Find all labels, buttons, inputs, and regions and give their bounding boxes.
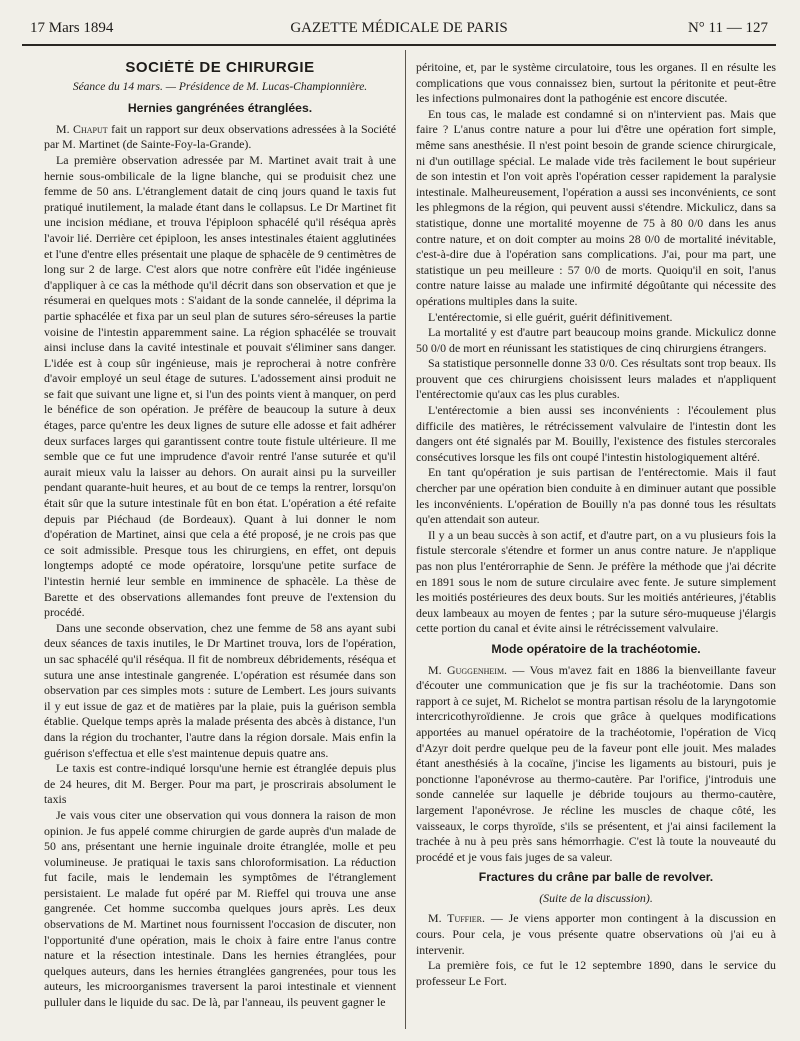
suite-note: (Suite de la discussion). [539, 890, 653, 905]
speaker-name: M. Chaput [56, 121, 108, 136]
paragraph-text: — Vous m'avez fait en 1886 la bienveillante faveur d'écouter une communication que je fis sur la trachéotomie. Dans son rapport à ce sujet, M. Richelot se montra partisan résolu de la laryngotomie intercricothyroïdienne. Je crois que grâce à quelques modifications apportées au manuel opératoire de la trachéotomie, l'opération de Vicq d'Azyr doit perdre quelque peu de la faveur pont elle jouit. Mes malades étant anesthésiés à la cocaïne, j'incise les ligaments au bistouri, puis je ponctionne l'aponévrose au thermo-cautère. Par l'orifice, j'introduis une sonde cannelée sur laquelle je débride toujours au thermo-cautère, largement l'aponévrose. Je récline les muscles de chaque côté, les vaisseaux, le corps thyroïde, s'ils se présentent, et j'ai ainsi facilement la trachée à nu à peu près sans hémorrhagie. C'est là toute la nouveauté du procédé et je vous fais juges de sa valeur. [416, 662, 776, 864]
article-title-hernies: Hernies gangrénées étranglées. [127, 101, 313, 116]
paragraph: La première observation adressée par M. Martinet avait trait à une hernie sous-ombilicale de la ligne blanche, qui se produisit chez une femme de 50 ans. L'étranglement datait de cinq jours quand le taxis fut pratiqué inutilement, la malade étant dans le collapsus. Le Dr Martinet fit une incision médiane, et trouva l'épiploon sphacélé qu'il réséqua après l'avoir lié. Derrière cet épiploon, les anses intestinales étaient agglutinées et l'une d'entre elles présentait une plaque de sphacèle de 9 centimètres de long sur 2 de large. C'est alors que notre confrère eût l'idée ingénieuse d'appliquer à ce cas la méthode qu'il décrit dans son observation et que je résumerai en quelques mots : S'aidant de la sonde cannelée, il déprima la partie sphacélée et fixa par un seul plan de sutures séro-séreuses la partie voisine de l'intestin apparemment saine. La région sphacélée se trouvait ainsi incluse dans la cavité intestinale et pouvait s'éliminer sans danger. L'idée est à coup sûr ingénieuse, mais je reprocherai à notre confrère d'avoir employé un seul étage de sutures. L'adossement ainsi produit ne se fait que suivant une ligne et, si l'un des points vient à manquer, on perd le bénéfice de son opération. Je préfère de beaucoup la suture à deux étages, parce qu'entre les deux lignes de suture elle adosse et fait adhérer deux surfaces larges qui garantissent contre toute fistule ultérieure. Il me semble que ce fut une imprudence d'avoir rentré l'anse suturée et qu'il aurait mieux valu la laisser au dehors. On aurait ainsi pu la surveiller pendant quarante-huit heures, et au bout de ce temps la rentrer, lorsqu'on était sûr que la suture intestinale fût en bon état. L'opération a été refaite depuis par Piéchaud (de Bordeaux). Quant à lui donner le nom d'opération de Martinet, ainsi que cela a été proposé, je ne crois pas que ce soit admissible. Presque tous les chirurgiens, en effet, ont depuis longtemps adopté ce mode opératoire, lorsqu'une petite surface de l'intestin hernié leur semble en imminence de sphacèle. La thèse de Barette et des observations allemandes font preuve de l'extension du procédé. [44, 152, 396, 620]
issue-date: 17 Mars 1894 [30, 20, 114, 36]
speaker-name: M. Tuffier. [428, 911, 485, 926]
column-rule [405, 50, 406, 1029]
paragraph: En tant qu'opération je suis partisan de l'entérectomie. Mais il faut chercher par une opération bien conduite à en diminuer autant que possible les inconvénients. L'opération de Bouilly n'a pas donné tous les résultats qu'en attendait son auteur. [416, 465, 776, 527]
article-title-fractures: Fractures du crâne par balle de revolver. [478, 870, 714, 885]
paragraph: La première fois, ce fut le 12 septembre 1890, dans le service du professeur Le Fort. [416, 958, 776, 988]
paragraph: Dans une seconde observation, chez une femme de 58 ans ayant subi deux séances de taxis inutiles, le Dr Martinet trouva, lors de l'opération, un sac sphacélé qu'il réséqua. Il fit de nombreux débridements, réséqua et sutura une anse intestinale gangrenée. L'opération est résumée dans son observation par ces simples mots : suture de Lembert. Les jours suivants il y eut issue de gaz et de matières par la plaie, puis la guérison sembla établie. Quelque temps après la malade présenta des abcès à distance, l'un dans la région du trochanter, l'autre dans la région dorsale. Mais enfin la guérison s'effectua et elle s'est maintenue depuis quatre ans. [44, 620, 396, 760]
issue-page-number: N° 11 — 127 [687, 20, 768, 36]
left-column [44, 60, 396, 1025]
page-header [30, 20, 768, 44]
paragraph: La mortalité y est d'autre part beaucoup moins grande. Mickulicz donne 50 0/0 de mort en réunissant les statistiques de cinq chirurgiens étrangers. [416, 325, 776, 355]
paragraph: Il y a un beau succès à son actif, et d'autre part, on a vu plusieurs fois la fistule stercorale s'étendre et former un anus contre nature. Je n'applique pas non plus l'entérorraphie de Senn. Je préfère la méthode que j'ai décrite en 1891 sous le nom de suture circulaire avec fente. Je suture simplement les moitiés postérieures des deux bouts. Sur les moitiés antérieures, j'établis deux lambeaux au moyen de fentes ; par la suture séro-muqueuse j'élargis cette portion du canal et évite ainsi le rétrécissement valvulaire. [416, 527, 776, 636]
paragraph-text: fait un rapport sur deux observations adressées à la Société par M. Martinet (de Sainte-Foy-la-Grande). [44, 121, 396, 152]
section-title: SOCIÉTÉ DE CHIRURGIE [125, 60, 315, 76]
paragraph: Je vais vous citer une observation qui vous donnera la raison de mon opinion. Je fus appelé comme chirurgien de garde auprès d'un malade de 50 ans, présentant une hernie inguinale droite étranglée, molle et peu volumineuse. Je pratiquai le taxis sans chloroformisation. La réduction fut facile, mais le lendemain les symptômes de l'étranglement persistaient. Le malade fut opéré par M. Rieffel qui trouva une anse gangrenée. Cet homme succomba quelques jours après. Les deux observations de M. Martinet nous fournissent l'occasion de discuter, non l'opportunité d'une opération, mais le choix à faire entre l'anus contre nature et la résection intestinale. Dans les hernies étranglées, pour quelques auteurs, dans les hernies étranglées gangrenées, pour tous les auteurs, les microorganismes traversent la paroi intestinale et viennent pulluler dans le liquide du sac. De là, par l'anneau, ils peuvent gagner le [44, 807, 396, 1010]
paragraph [416, 663, 776, 866]
paragraph: péritoine, et, par le système circulatoire, tous les organes. Il en résulte les complications que vous connaissez bien, surtout la péritonite et peut-être les infections pulmonaires dont la pathogénie est encore discutée. [416, 60, 776, 106]
paragraph: L'entérectomie a bien aussi ses inconvénients : l'écoulement plus difficile des matières, le rétrécissement valvulaire de l'intestin dont les dangers ont été signalés par M. Bouilly, l'existence des fistules stercorales consécutives lorsque les fils ont coupé l'intestin histologiquement altéré. [416, 403, 776, 464]
paragraph [44, 122, 396, 153]
paragraph: En tous cas, le malade est condamné si on n'intervient pas. Mais que faire ? L'anus contre nature a pour lui d'être une opération fort simple, même sans anesthésie. Il n'est point besoin de grande science chirurgicale, ni d'un outillage spécial. Le malade vide très facilement le bout supérieur de son intestin et l'on voit après l'opération cesser rapidement la paralysie intestinale. Malheureusement, l'opération a aussi ses inconvénients, ce sont les phlegmons de la région, qui peuvent aussi s'étendre. Mickulicz, dans sa statistique, donne une mortalité moyenne de 75 à 80 0/0 dans les anus contre nature, et on doit compter au moins 28 0/0 de mortalité inévitable, c'est-à-dire due à l'opération sans complications. J'ai, pour ma part, une statistique un peu meilleure : 57 0/0 de morts. Quoiqu'il en soit, l'anus contre nature laisse au malade une infirmité dégoûtante qui nécessite des opérations multiples dans la suite. [416, 106, 776, 308]
seance-line: Séance du 14 mars. — Présidence de M. Lucas-Championnière. [72, 80, 368, 93]
right-column [416, 60, 776, 1025]
paragraph [416, 911, 776, 958]
article-title-tracheotomie: Mode opératoire de la trachéotomie. [491, 641, 701, 656]
paragraph: Sa statistique personnelle donne 33 0/0. Ces résultats sont trop beaux. Ils prouvent que ces chirurgiens choisissent leurs malades et n'appliquent l'entérectomie qu'aux cas les plus curables. [416, 356, 776, 402]
journal-title: GAZETTE MÉDICALE DE PARIS [290, 20, 508, 36]
paragraph: L'entérectomie, si elle guérit, guérit définitivement. [428, 309, 673, 324]
paragraph: Le taxis est contre-indiqué lorsqu'une hernie est étranglée depuis plus de 24 heures, dit M. Berger. Pour ma part, je proscrirais absolument le taxis [44, 761, 396, 807]
paragraph-text: — Je viens apporter mon contingent à la discussion en cours. Pour cela, je vous présente quatre observations où j'ai eu à intervenir. [416, 911, 776, 957]
header-rule [22, 44, 776, 46]
speaker-name: M. Guggenheim. [428, 662, 508, 677]
